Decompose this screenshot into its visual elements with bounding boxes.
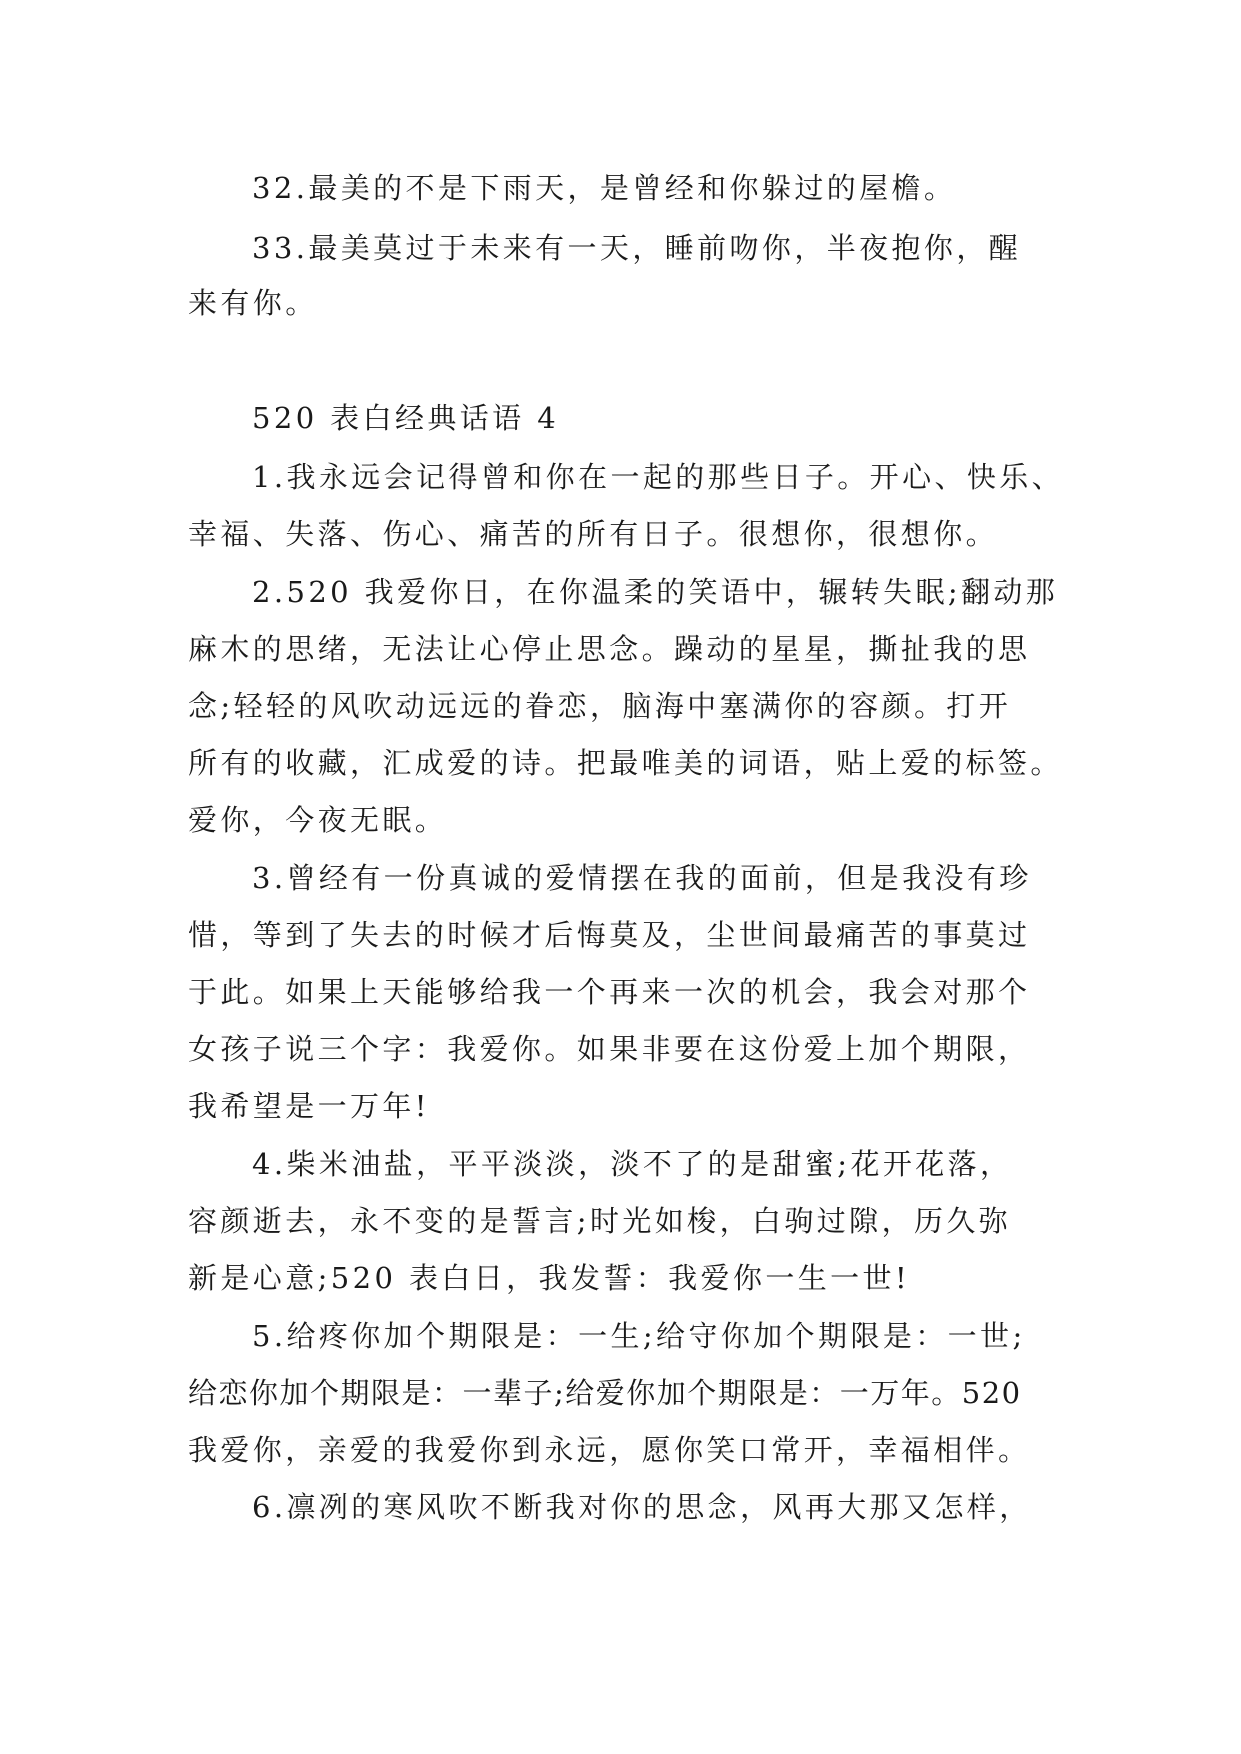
text-line: 1.我永远会记得曾和你在一起的那些日子。开心、快乐、 <box>252 460 1065 494</box>
text-line: 我爱你，亲爱的我爱你到永远，愿你笑口常开，幸福相伴。 <box>188 1433 1031 1467</box>
text-line: 幸福、失落、伤心、痛苦的所有日子。很想你，很想你。 <box>188 517 999 551</box>
text-line: 给恋你加个期限是：一辈子;给爱你加个期限是：一万年。520 <box>188 1376 1022 1410</box>
text-line: 女孩子说三个字：我爱你。如果非要在这份爱上加个期限， <box>188 1032 1031 1066</box>
text-line: 2.520 我爱你日，在你温柔的笑语中，辗转失眠;翻动那 <box>252 575 1059 609</box>
text-line: 4.柴米油盐，平平淡淡，淡不了的是甜蜜;花开花落， <box>252 1147 1013 1181</box>
text-line: 3.曾经有一份真诚的爱情摆在我的面前，但是我没有珍 <box>252 861 1032 895</box>
text-line: 32.最美的不是下雨天，是曾经和你躲过的屋檐。 <box>252 171 957 205</box>
text-line: 容颜逝去，永不变的是誓言;时光如梭，白驹过隙，历久弥 <box>188 1204 1012 1238</box>
text-line: 爱你，今夜无眠。 <box>188 803 448 837</box>
text-line: 念;轻轻的风吹动远远的眷恋，脑海中塞满你的容颜。打开 <box>188 689 1012 723</box>
text-line: 新是心意;520 表白日，我发誓：我爱你一生一世! <box>188 1261 910 1295</box>
section-heading: 520 表白经典话语 4 <box>252 401 560 435</box>
text-line: 5.给疼你加个期限是：一生;给守你加个期限是：一世; <box>252 1319 1026 1353</box>
text-line: 来有你。 <box>188 286 318 320</box>
text-line: 于此。如果上天能够给我一个再来一次的机会，我会对那个 <box>188 975 1031 1009</box>
text-line: 6.凛冽的寒风吹不断我对你的思念，风再大那又怎样， <box>252 1490 1032 1524</box>
text-line: 我希望是一万年! <box>188 1089 430 1123</box>
text-line: 惜，等到了失去的时候才后悔莫及，尘世间最痛苦的事莫过 <box>188 918 1031 952</box>
text-line: 所有的收藏，汇成爱的诗。把最唯美的词语，贴上爱的标签。 <box>188 746 1063 780</box>
text-line: 33.最美莫过于未来有一天，睡前吻你，半夜抱你，醒 <box>252 231 1022 265</box>
text-line: 麻木的思绪，无法让心停止思念。躁动的星星，撕扯我的思 <box>188 632 1031 666</box>
